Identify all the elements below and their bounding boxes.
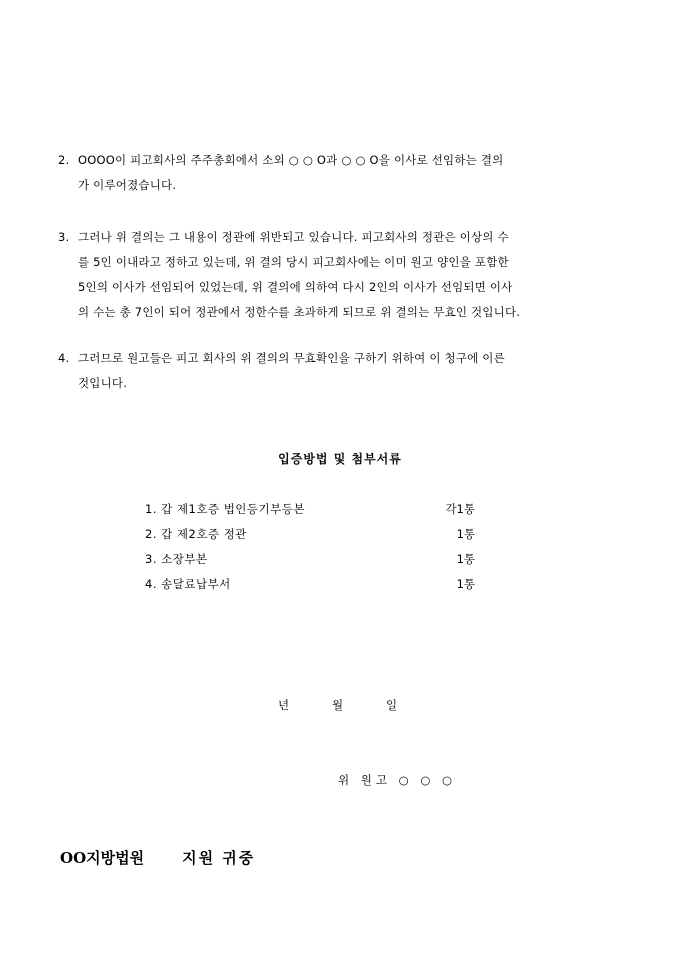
evidence-list <box>145 497 475 597</box>
paragraph-3-line-3: 5인의 이사가 선임되어 있었는데, 위 결의에 의하여 다시 2인의 이사가 선임되면 이사 <box>78 280 513 294</box>
paragraph-2 <box>58 148 624 198</box>
paragraph-3-number: 3. <box>58 230 70 244</box>
evidence-item-name: 1. 갑 제1호증 법인등기부등본 <box>145 502 305 516</box>
court-branch: 지원 귀중 <box>182 849 256 867</box>
paragraph-3-line-1 <box>58 225 624 250</box>
paragraph-3 <box>58 225 624 325</box>
court-addressee <box>60 846 255 870</box>
paragraph-2-text-1: OOOO이 피고회사의 주주총회에서 소외 ○ ○ O과 ○ ○ O을 이사로 선임하는 결의 <box>78 153 504 167</box>
evidence-item-name: 2. 갑 제2호증 정관 <box>145 527 247 541</box>
paragraph-4-text-1: 그러므로 원고들은 피고 회사의 위 결의의 무효확인을 구하기 위하여 이 청구에 이른 <box>78 351 505 365</box>
evidence-title: 입증방법 및 첨부서류 <box>278 452 402 466</box>
paragraph-3-line-4: 의 수는 총 7인이 되어 정관에서 정한수를 초과하게 되므로 위 결의는 무효인 것입니다. <box>78 305 521 319</box>
paragraph-2-line-2: 가 이루어졌습니다. <box>78 178 177 192</box>
paragraph-4-line-1 <box>58 346 624 371</box>
evidence-item-count: 1통 <box>456 577 475 591</box>
evidence-item-count: 1통 <box>456 552 475 566</box>
evidence-item <box>145 497 475 522</box>
paragraph-3-line-2: 를 5인 이내라고 정하고 있는데, 위 결의 당시 피고회사에는 이미 원고 양인을 포함한 <box>78 255 509 269</box>
evidence-item-name: 4. 송달료납부서 <box>145 577 231 591</box>
paragraph-3-text-1: 그러나 위 결의는 그 내용이 정관에 위반되고 있습니다. 피고회사의 정관은 이상의 수 <box>78 230 509 244</box>
applicant-signature: 위 원고 ○ ○ ○ <box>338 773 457 787</box>
paragraph-2-number: 2. <box>58 153 70 167</box>
evidence-item <box>145 547 475 572</box>
evidence-item <box>145 572 475 597</box>
evidence-item <box>145 522 475 547</box>
evidence-item-count: 1통 <box>456 527 475 541</box>
paragraph-4-number: 4. <box>58 351 70 365</box>
paragraph-2-line-1 <box>58 148 624 173</box>
paragraph-4-line-2: 것입니다. <box>78 376 128 390</box>
date-month-label: 월 <box>332 698 344 712</box>
paragraph-4 <box>58 346 624 396</box>
court-name: OO지방법원 <box>60 849 145 867</box>
evidence-item-name: 3. 소장부본 <box>145 552 208 566</box>
date-year-label: 년 <box>278 698 290 712</box>
date-day-label: 일 <box>386 698 398 712</box>
evidence-item-count: 각1통 <box>445 502 475 516</box>
